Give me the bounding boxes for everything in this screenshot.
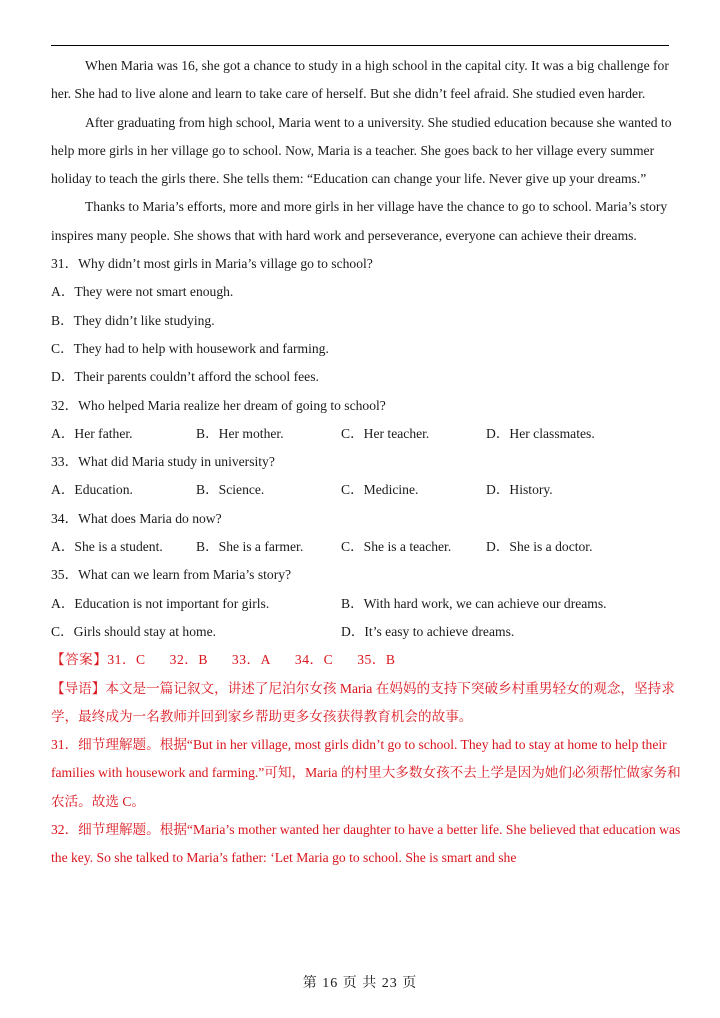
question-option: A．She is a student. [51,539,163,555]
answer-key [51,646,681,674]
question-option: A．They were not smart enough. [51,284,234,300]
question-option: A．Education. [51,482,133,498]
question-option: A．Her father. [51,425,133,441]
question-option: B．She is a farmer. [196,539,304,555]
question-option: C．They had to help with housework and farming. [51,340,329,356]
answer-item: 32．B [169,652,208,668]
passage-paragraph: After graduating from high school, Maria went to a university. She studied education because she wanted to help more girls in her village go to school. Now, Maria is a teacher. She goes back to her village every summer holiday to teach the girls there. She tells them: “Education can change your life. Never give up your dreams.” [51,114,672,187]
header-rule [51,45,669,46]
answer-label: 【答案】 [51,652,108,668]
question-options-row [51,533,681,561]
question-option: B．Science. [196,482,265,498]
question-stem: 35．What can we learn from Maria’s story? [51,567,292,583]
answer-item: 34．C [294,652,334,668]
question-option: D．Her classmates. [486,425,595,441]
question-option: D．It’s easy to achieve dreams. [341,623,515,639]
question-option: B．With hard work, we can achieve our dreams. [341,595,607,611]
page-number: 第 16 页 共 23 页 [302,976,418,991]
passage-paragraph: Thanks to Maria’s efforts, more and more girls in her village have the chance to go to school. Maria’s story inspires many people. She shows that with hard work and perseverance, everyone can achieve their dreams. [51,199,668,243]
guide-text: 【导语】本文是一篇记叙文，讲述了尼泊尔女孩 Maria 在妈妈的支持下突破乡村重男轻女的观念，坚持求学，最终成为一名教师并回到家乡帮助更多女孩获得教育机会的故事。 [51,680,675,724]
question-stem: 32．Who helped Maria realize her dream of going to school? [51,397,386,413]
question-option: B．They didn’t like studying. [51,312,215,328]
page-content [51,52,681,873]
question-option: D．Their parents couldn’t afford the school fees. [51,369,319,385]
question-option: D．History. [486,482,553,498]
explanation: 31．细节理解题。根据“But in her village, most girls didn’t go to school. They had to stay at home to help their families with housework and farming.”可知，Maria 的村里大多数女孩不去上学是因为她们必须帮忙做家务和农活。故选 C。 [51,737,681,809]
question-option: C．Girls should stay at home. [51,623,217,639]
question-option: D．She is a doctor. [486,539,593,555]
question-options-row [51,476,681,504]
answer-item: 35．B [357,652,396,668]
answer-item: 31．C [107,652,146,668]
question-option: C．Medicine. [341,482,419,498]
question-stem: 31．Why didn’t most girls in Maria’s village go to school? [51,256,373,272]
question-options-row [51,590,681,618]
question-stem: 33．What did Maria study in university? [51,454,275,470]
passage-paragraph: When Maria was 16, she got a chance to study in a high school in the capital city. It was a big challenge for her. She had to live alone and learn to take care of herself. But she didn’t feel afraid. She studied even harder. [51,58,669,102]
question-option: C．Her teacher. [341,425,430,441]
question-options-row [51,420,681,448]
question-options-row [51,618,681,646]
question-option: C．She is a teacher. [341,539,452,555]
question-stem: 34．What does Maria do now? [51,510,222,526]
answer-item: 33．A [231,652,271,668]
question-option: B．Her mother. [196,425,284,441]
question-option: A．Education is not important for girls. [51,595,270,611]
explanation: 32．细节理解题。根据“Maria’s mother wanted her daughter to have a better life. She believed that education was the key. So she talked to Maria’s father: ‘Let Maria go to school. She is smart and she [51,822,681,866]
